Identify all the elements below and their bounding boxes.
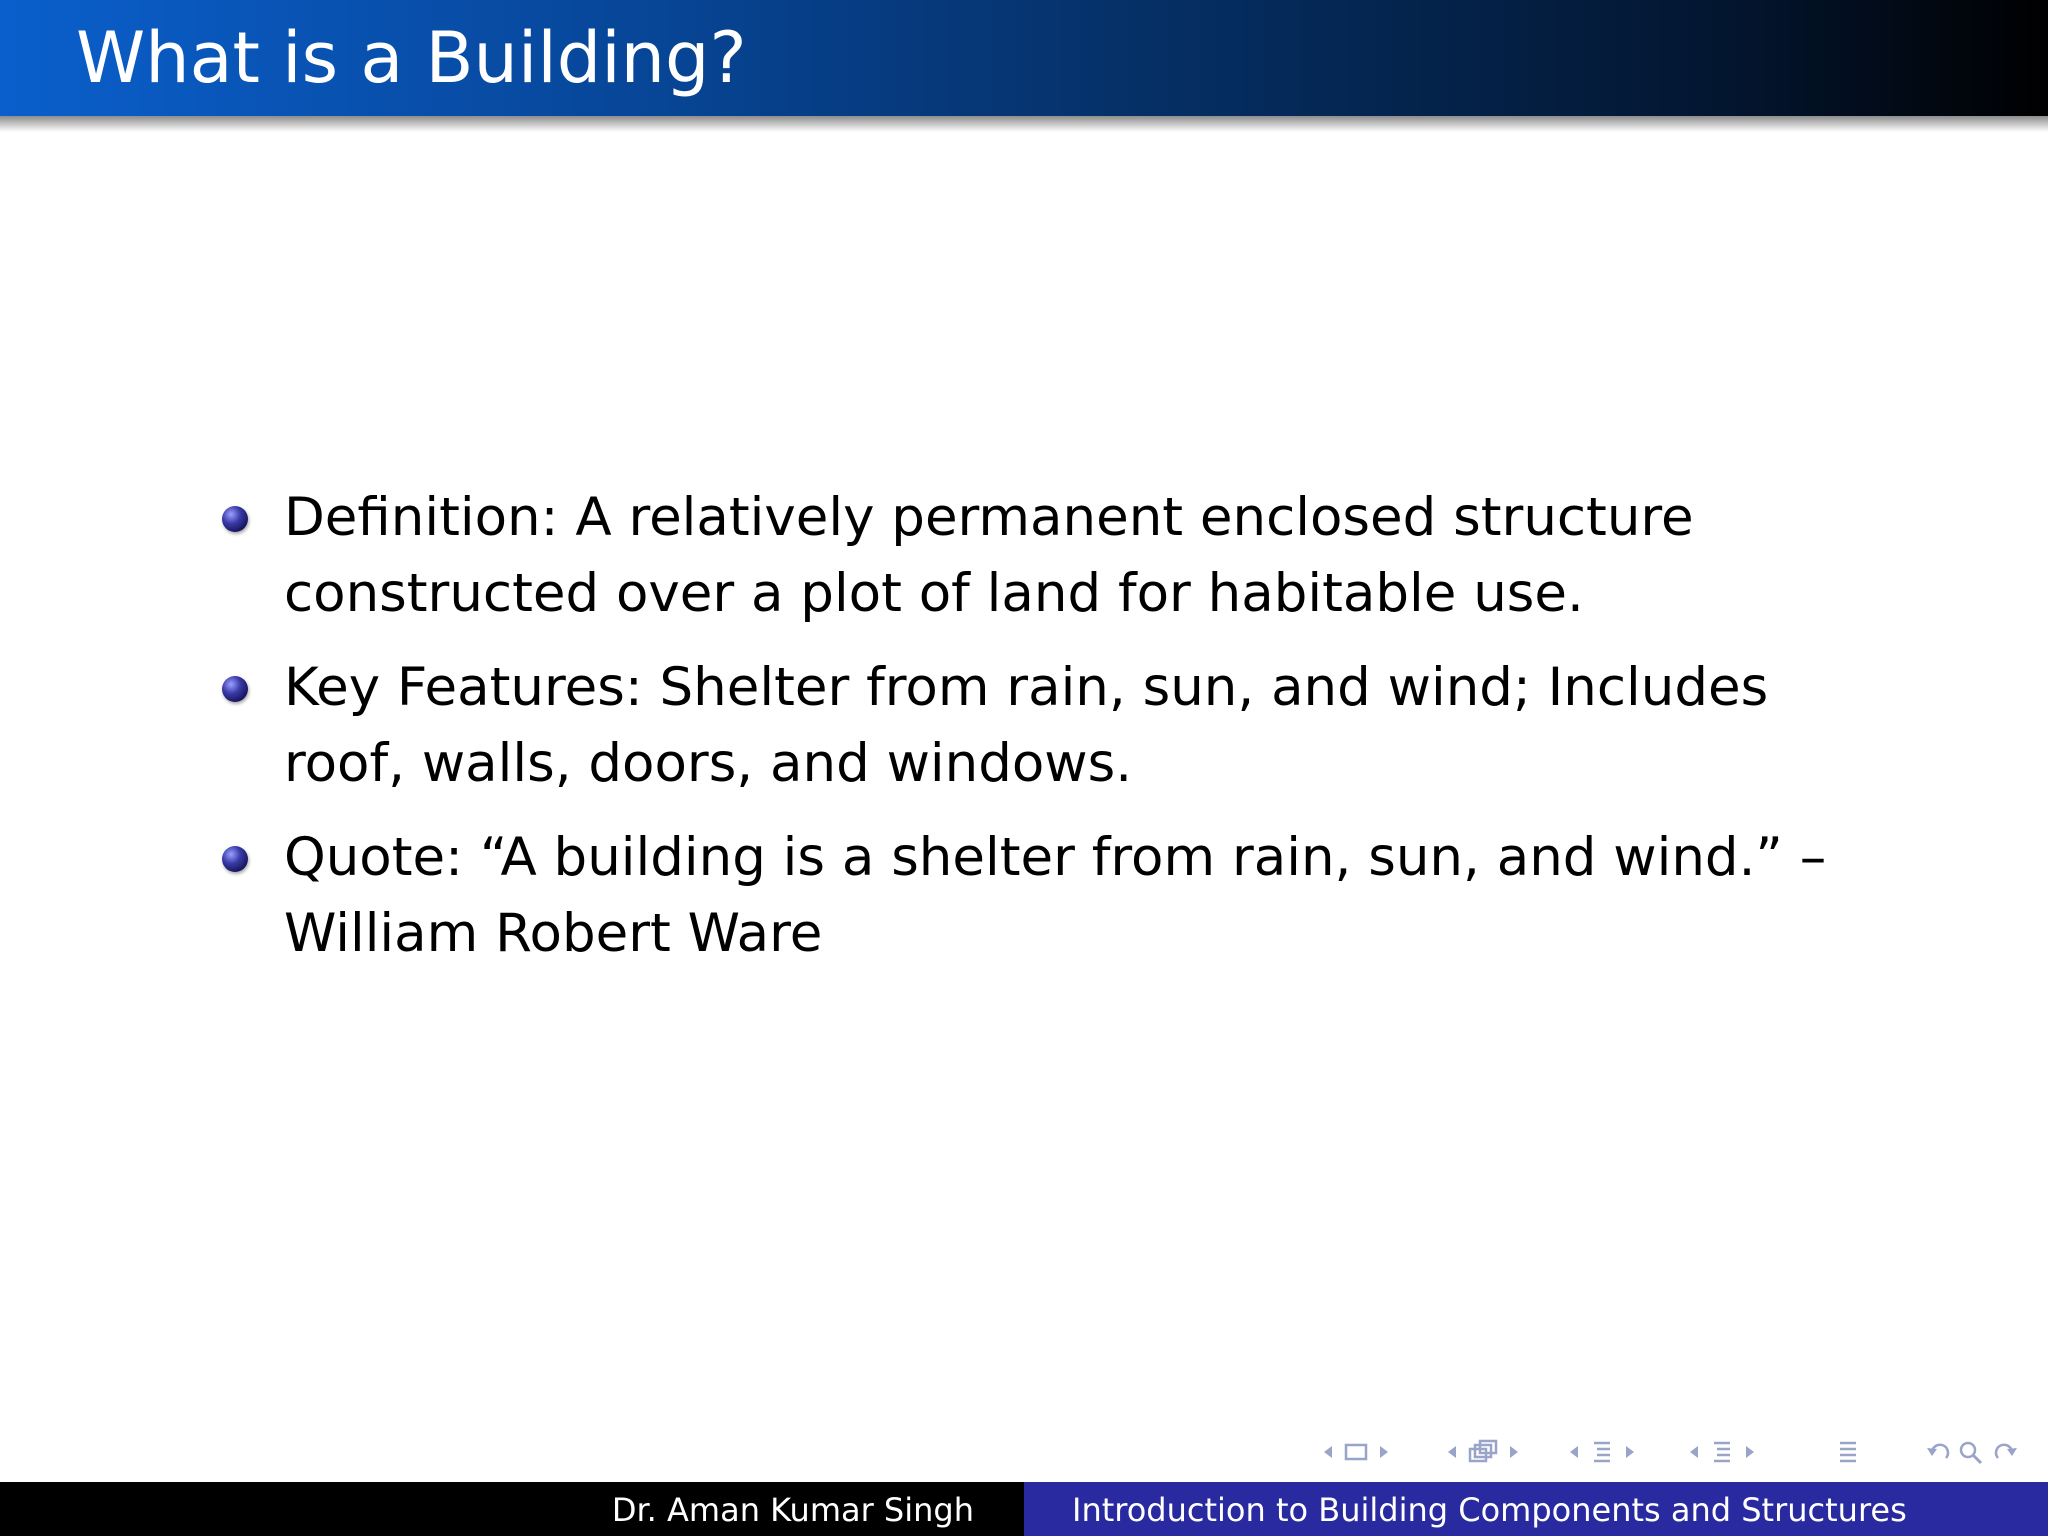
section-prev-icon[interactable] (1566, 1434, 1582, 1470)
presentation-next-icon[interactable] (1742, 1434, 1758, 1470)
slide-title: What is a Building? (76, 17, 747, 99)
search-icon[interactable] (1956, 1434, 1986, 1470)
bullet-text: Quote: “A building is a shelter from rain, sun, and wind.” – William Robert Ware (284, 827, 1827, 964)
title-shadow (0, 116, 2048, 132)
undo-icon[interactable] (1924, 1434, 1954, 1470)
section-icon[interactable] (1588, 1434, 1616, 1470)
bullet-item-quote (222, 820, 1902, 972)
frame-icon[interactable] (1342, 1434, 1370, 1470)
bullet-item-key-features (222, 650, 1902, 802)
bullet-text: Definition: A relatively permanent enclosed structure constructed over a plot of land for habitable use. (284, 487, 1694, 624)
presentation-icon[interactable] (1708, 1434, 1736, 1470)
bullet-list (222, 480, 1902, 990)
frame-next-icon[interactable] (1376, 1434, 1392, 1470)
bullet-ball-icon (222, 506, 248, 532)
footer-presentation-title: Introduction to Building Components and Structures (1072, 1491, 1907, 1529)
frame-prev-icon[interactable] (1320, 1434, 1336, 1470)
toc-icon[interactable] (1834, 1434, 1862, 1470)
subsection-icon[interactable] (1466, 1434, 1500, 1470)
footer (0, 1482, 2048, 1536)
title-bar (0, 0, 2048, 116)
bullet-item-definition (222, 480, 1902, 632)
presentation-prev-icon[interactable] (1686, 1434, 1702, 1470)
footer-title-panel (1024, 1482, 2048, 1536)
subsection-prev-icon[interactable] (1444, 1434, 1460, 1470)
bullet-ball-icon (222, 846, 248, 872)
bullet-ball-icon (222, 676, 248, 702)
subsection-next-icon[interactable] (1506, 1434, 1522, 1470)
footer-author: Dr. Aman Kumar Singh (611, 1491, 974, 1529)
section-next-icon[interactable] (1622, 1434, 1638, 1470)
navigation-bar (1320, 1434, 2035, 1470)
bullet-text: Key Features: Shelter from rain, sun, and wind; Includes roof, walls, doors, and windows. (284, 657, 1769, 794)
redo-icon[interactable] (1990, 1434, 2020, 1470)
footer-author-panel (0, 1482, 1024, 1536)
